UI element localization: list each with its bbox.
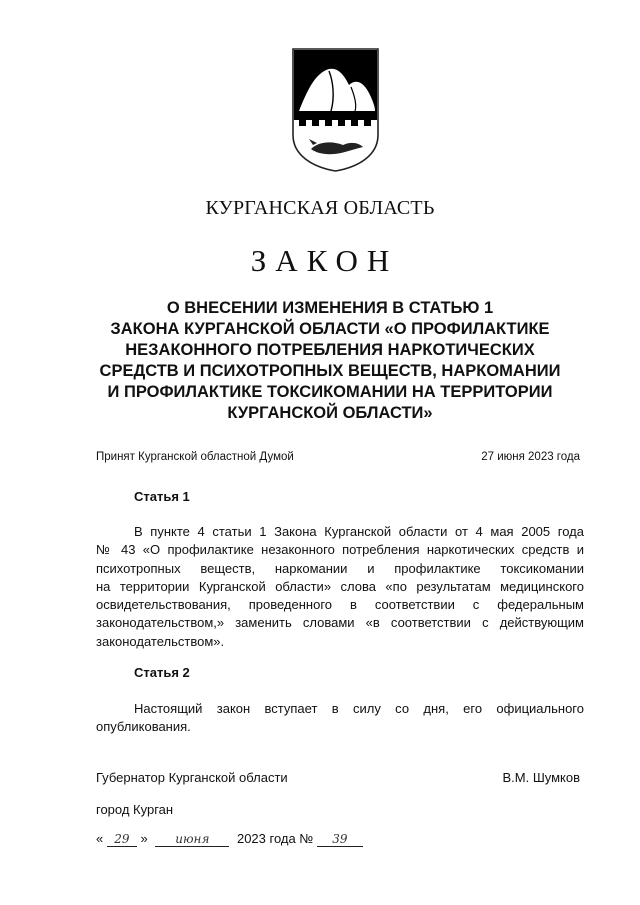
paragraph-line: № 43 «О профилактике незаконного потребления наркотических средств и (96, 542, 584, 558)
law-title-line: КУРГАНСКОЙ ОБЛАСТИ» (227, 404, 433, 422)
region-name: КУРГАНСКАЯ ОБЛАСТЬ (205, 197, 435, 219)
paragraph-line: освидетельствования, проведенного в соответствии с федеральным (96, 597, 584, 613)
signatory-name: В.М. Шумков (502, 770, 580, 785)
adoption-line (96, 451, 580, 463)
paragraph-line: В пункте 4 статьи 1 Закона Курганской области от 4 мая 2005 года (134, 524, 584, 539)
law-title (80, 298, 580, 424)
coat-of-arms-icon (289, 45, 382, 173)
article-2-heading: Статья 2 (134, 665, 190, 680)
quote-close: » (140, 831, 148, 846)
paragraph-line: психотропных веществ, наркомании и профилактике токсикомании (96, 560, 584, 576)
handwritten-day: 29 (107, 832, 137, 847)
signing-date-line (96, 831, 363, 847)
adopting-body: Принят Курганской областной Думой (96, 451, 294, 463)
law-title-line: СРЕДСТВ И ПСИХОТРОПНЫХ ВЕЩЕСТВ, НАРКОМАНИИ (99, 362, 561, 380)
law-title-line: И ПРОФИЛАКТИКЕ ТОКСИКОМАНИИ НА ТЕРРИТОРИИ (107, 383, 553, 401)
law-title-line: НЕЗАКОННОГО ПОТРЕБЛЕНИЯ НАРКОТИЧЕСКИХ (125, 341, 535, 359)
city-name: город Курган (96, 802, 174, 817)
signature-block (96, 770, 580, 785)
article-2-text (96, 700, 584, 737)
handwritten-number: 39 (317, 832, 363, 847)
paragraph-line: на территории Курганской области» слова «по результатам медицинского (96, 578, 584, 594)
year-and-number-label: 2023 года № (236, 831, 314, 846)
law-title-line: О ВНЕСЕНИИ ИЗМЕНЕНИЯ В СТАТЬЮ 1 (166, 299, 494, 317)
handwritten-month: июня (155, 832, 229, 847)
quote-open: « (96, 831, 104, 846)
signatory-position: Губернатор Курганской области (96, 770, 288, 785)
law-title-line: ЗАКОНА КУРГАНСКОЙ ОБЛАСТИ «О ПРОФИЛАКТИКЕ (110, 320, 550, 338)
article-1-text (96, 523, 584, 651)
document-type: ЗАКОН (250, 243, 399, 278)
adoption-date: 27 июня 2023 года (481, 451, 580, 463)
paragraph-line: законодательством». (96, 633, 225, 649)
paragraph-line: Настоящий закон вступает в силу со дня, его официального (134, 701, 584, 716)
paragraph-line: опубликования. (96, 719, 191, 735)
paragraph-line: законодательством,» заменить словами «в соответствии с действующим (96, 615, 584, 631)
article-1-heading: Статья 1 (134, 489, 190, 504)
